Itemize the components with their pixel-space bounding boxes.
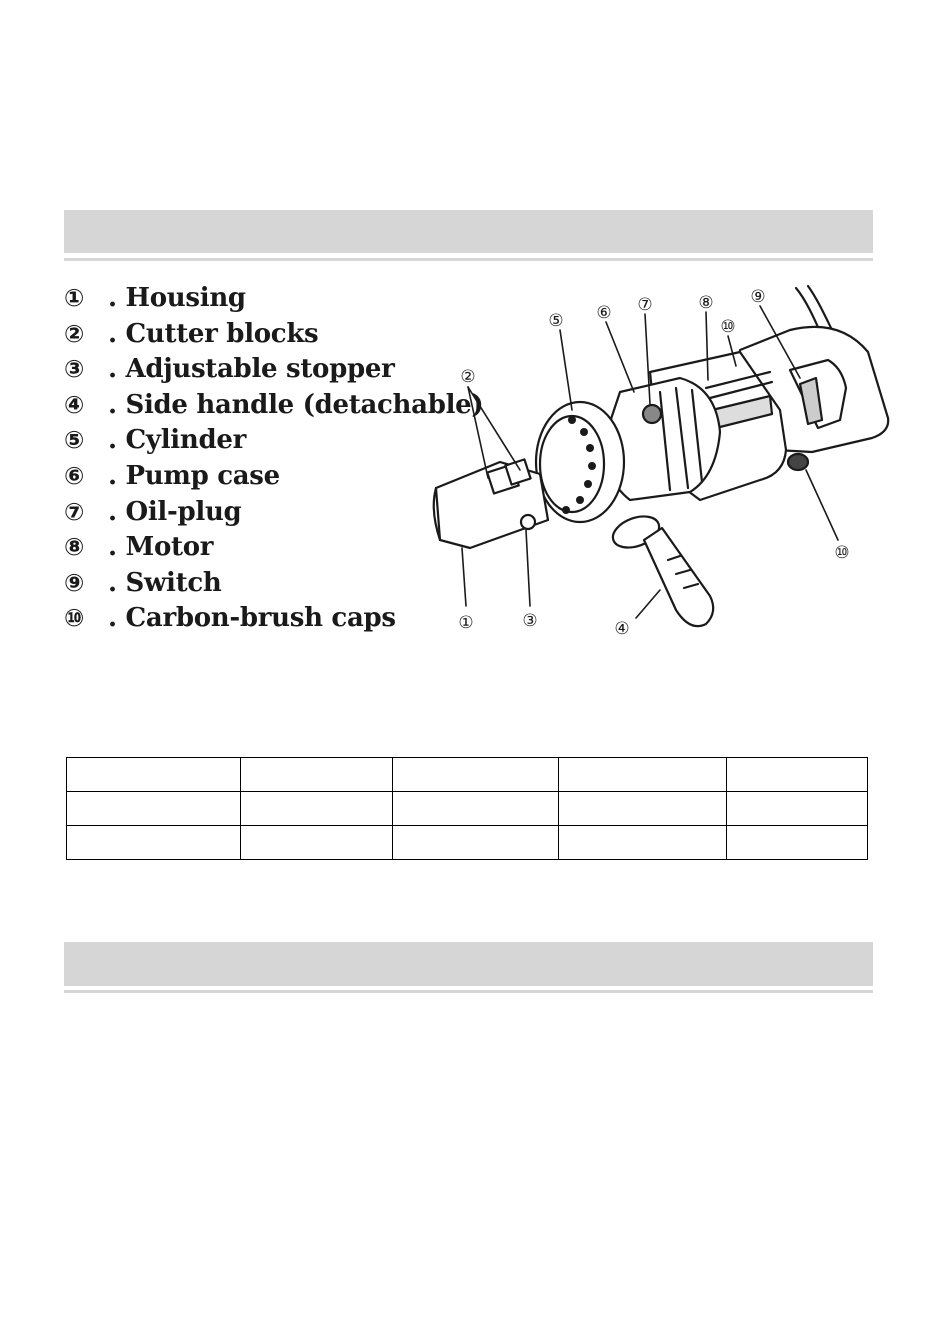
part-item-side-handle	[64, 389, 484, 426]
table-cell	[559, 758, 727, 792]
carbon-brush-cap	[788, 454, 808, 470]
table-cell	[559, 826, 727, 860]
callout-10: ⑩	[834, 543, 850, 563]
part-label: . Adjustable stopper	[108, 354, 395, 385]
section-header-bar-1	[64, 210, 873, 253]
part-item-housing	[64, 283, 424, 319]
part-number: ⑦	[64, 497, 85, 526]
table-cell	[67, 826, 241, 860]
table-cell	[241, 826, 393, 860]
table-row	[67, 758, 868, 792]
callout-3: ③	[522, 611, 538, 631]
rebar-cutter-illustration	[430, 270, 900, 655]
table-cell	[727, 792, 868, 826]
adjustable-stopper	[521, 515, 535, 529]
callout-8: ⑧	[698, 293, 714, 313]
part-label: . Switch	[108, 567, 222, 598]
section-header-bar-2	[64, 942, 873, 986]
table-cell	[393, 758, 559, 792]
part-item-adjustable-stopper	[64, 354, 424, 390]
part-label: . Pump case	[108, 460, 280, 491]
part-label: . Oil-plug	[108, 496, 242, 527]
parts-list	[64, 283, 484, 639]
callout-1: ①	[458, 613, 474, 633]
part-number: ⑨	[64, 568, 85, 597]
table-cell	[727, 758, 868, 792]
part-number: ②	[64, 319, 85, 348]
callout-6: ⑥	[596, 303, 612, 323]
callout-9: ⑨	[750, 287, 766, 307]
part-item-switch	[64, 568, 424, 604]
callout-10-top: ⑩	[720, 317, 736, 337]
oil-plug	[643, 405, 661, 423]
part-number: ③	[64, 355, 85, 384]
table-cell	[241, 758, 393, 792]
callout-5: ⑤	[548, 311, 564, 331]
part-label: . Housing	[108, 283, 246, 313]
part-item-pump-case	[64, 461, 424, 497]
callout-2: ②	[460, 367, 476, 387]
part-label: . Motor	[108, 532, 214, 563]
part-item-cutter-blocks	[64, 319, 424, 355]
part-item-cylinder	[64, 425, 424, 461]
table-row	[67, 826, 868, 860]
section-header-rule-1	[64, 258, 873, 261]
part-label: . Cylinder	[108, 425, 246, 456]
table-cell	[67, 758, 241, 792]
table-cell	[67, 792, 241, 826]
table-cell	[393, 792, 559, 826]
part-label: . Carbon-brush caps	[108, 603, 396, 634]
table-cell	[241, 792, 393, 826]
part-item-motor	[64, 532, 424, 568]
table-cell	[559, 792, 727, 826]
part-label: . Cutter blocks	[108, 318, 319, 349]
part-number: ⑥	[64, 461, 85, 490]
part-number: ⑤	[64, 426, 85, 455]
table-row	[67, 792, 868, 826]
part-item-oil-plug	[64, 497, 424, 533]
part-number: ①	[64, 284, 85, 312]
part-item-carbon-brush-caps	[64, 603, 424, 639]
callout-4: ④	[614, 619, 630, 639]
part-number: ⑩	[64, 604, 85, 633]
section-header-rule-2	[64, 990, 873, 993]
part-label: . Side handle (detachable)	[108, 389, 484, 420]
callout-7: ⑦	[637, 295, 653, 315]
table-cell	[727, 826, 868, 860]
part-number: ⑧	[64, 533, 85, 562]
part-number: ④	[64, 390, 85, 419]
side-handle	[644, 528, 713, 626]
table-cell	[393, 826, 559, 860]
spec-table	[66, 757, 868, 860]
